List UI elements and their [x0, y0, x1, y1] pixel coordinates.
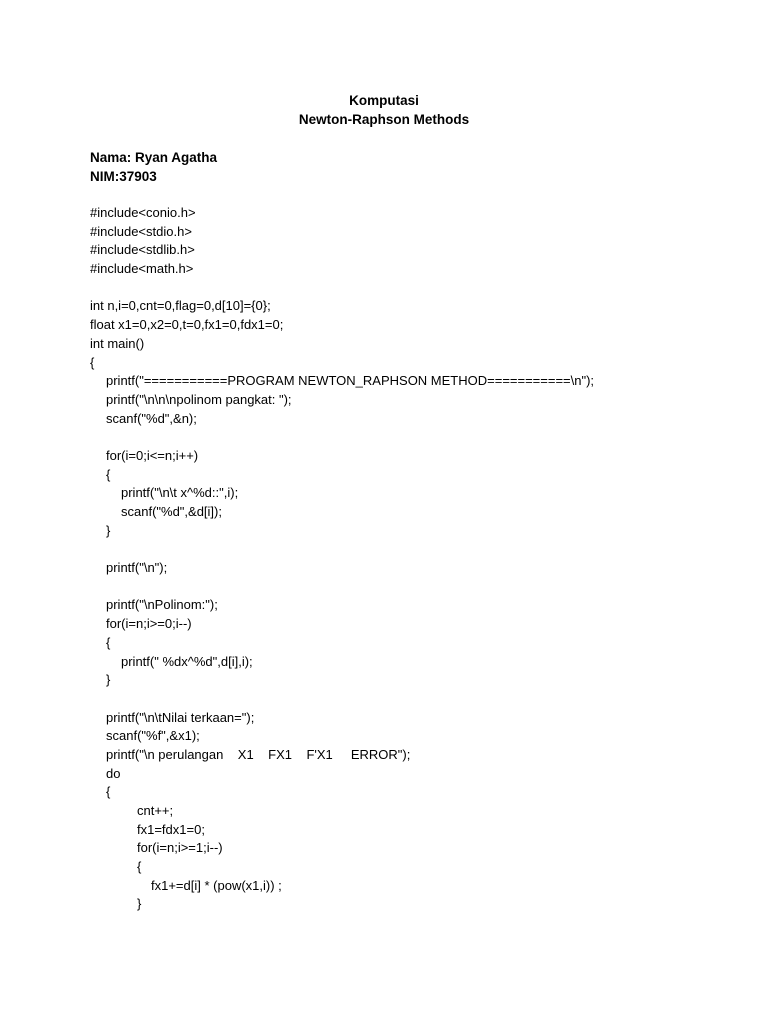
code-line: #include<stdio.h>	[90, 223, 192, 239]
code-line: printf("\n\tNilai terkaan=");	[106, 709, 255, 725]
title-line-topic: Newton-Raphson Methods	[298, 112, 470, 127]
code-line: fx1=fdx1=0;	[137, 821, 205, 837]
code-line: }	[137, 896, 142, 912]
code-line: scanf("%f",&x1);	[106, 728, 200, 744]
code-line	[90, 578, 730, 597]
author-name: Nama: Ryan Agatha	[90, 150, 218, 165]
code-line: {	[106, 634, 111, 650]
code-line: {	[106, 466, 111, 482]
code-line: {	[90, 354, 95, 370]
code-line	[90, 279, 730, 298]
code-line: {	[106, 784, 111, 800]
code-line: printf("\nPolinom:");	[106, 597, 218, 613]
code-line	[90, 540, 730, 559]
title-line-course: Komputasi	[349, 93, 419, 108]
code-line: printf("===========PROGRAM NEWTON_RAPHSON METHOD===========\n");	[106, 373, 595, 389]
code-line: fx1+=d[i] * (pow(x1,i)) ;	[151, 877, 282, 893]
document-title	[0, 91, 768, 129]
code-line: float x1=0,x2=0,t=0,fx1=0,fdx1=0;	[90, 317, 284, 333]
author-nim: NIM:37903	[90, 169, 157, 184]
code-line: scanf("%d",&d[i]);	[121, 504, 222, 519]
author-info	[90, 148, 217, 186]
code-listing	[90, 204, 730, 914]
code-line	[90, 428, 730, 447]
code-line: #include<conio.h>	[90, 205, 196, 220]
code-line: }	[106, 522, 111, 538]
code-line	[90, 690, 730, 709]
code-line: printf("\n");	[106, 560, 168, 576]
code-line: cnt++;	[137, 803, 174, 818]
code-line: printf("\n\t x^%d::",i);	[121, 485, 239, 501]
code-line: for(i=n;i>=1;i--)	[137, 840, 223, 856]
code-line: #include<math.h>	[90, 261, 194, 277]
code-line: for(i=n;i>=0;i--)	[106, 616, 192, 632]
code-line: for(i=0;i<=n;i++)	[106, 447, 199, 463]
code-line: int main()	[90, 335, 145, 351]
code-line: }	[106, 672, 111, 688]
code-line: printf(" %dx^%d",d[i],i);	[121, 653, 253, 669]
code-line: #include<stdlib.h>	[90, 242, 195, 258]
code-line: printf("\n perulangan X1 FX1 F'X1 ERROR");	[106, 746, 411, 762]
code-line: {	[137, 859, 142, 875]
code-line: do	[106, 765, 121, 781]
code-line: int n,i=0,cnt=0,flag=0,d[10]={0};	[90, 298, 271, 314]
code-line: printf("\n\n\npolinom pangkat: ");	[106, 391, 292, 407]
code-line: scanf("%d",&n);	[106, 410, 197, 426]
